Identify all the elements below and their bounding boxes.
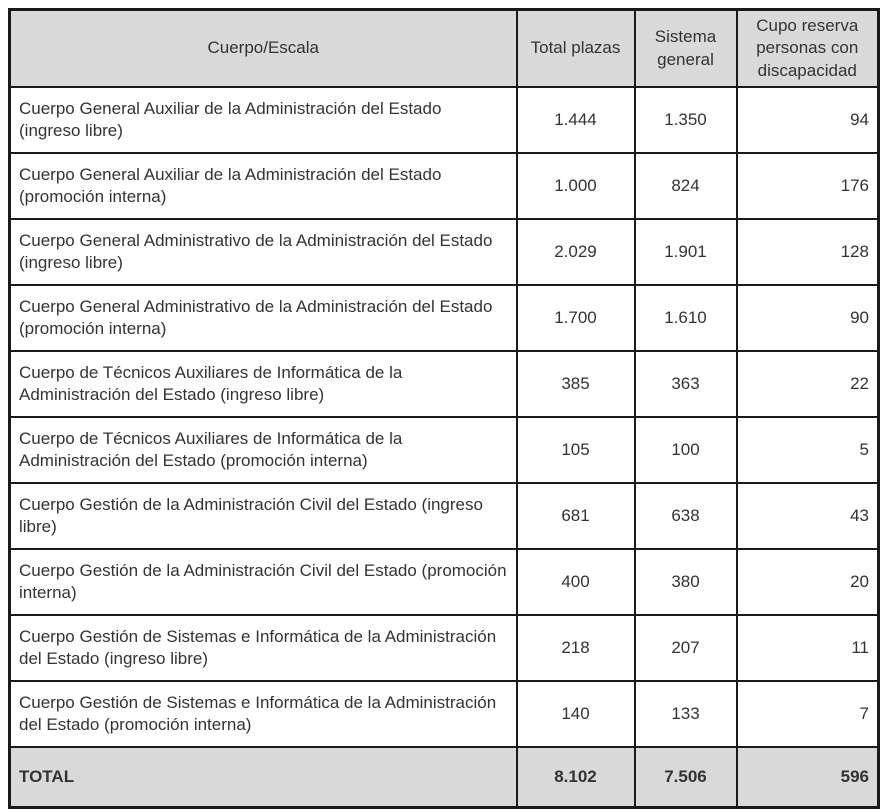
total-label: TOTAL bbox=[10, 747, 517, 807]
header-cupo-reserva: Cupo reserva personas con discapacidad bbox=[737, 10, 879, 88]
cell-total-plazas: 105 bbox=[517, 417, 635, 483]
cell-cuerpo-escala: Cuerpo Gestión de Sistemas e Informática de la Administración del Estado (promoción interna) bbox=[10, 681, 517, 747]
cell-cupo-reserva: 94 bbox=[737, 87, 879, 153]
cell-total-plazas: 2.029 bbox=[517, 219, 635, 285]
cell-sistema-general: 1.610 bbox=[635, 285, 737, 351]
table-row bbox=[10, 285, 879, 351]
total-sistema-general-value: 7.506 bbox=[635, 747, 737, 807]
header-sistema-general: Sistema general bbox=[635, 10, 737, 88]
cell-total-plazas: 1.700 bbox=[517, 285, 635, 351]
plazas-table bbox=[8, 8, 880, 809]
cell-total-plazas: 140 bbox=[517, 681, 635, 747]
table-row bbox=[10, 417, 879, 483]
cell-total-plazas: 1.444 bbox=[517, 87, 635, 153]
cell-cupo-reserva: 11 bbox=[737, 615, 879, 681]
cell-sistema-general: 207 bbox=[635, 615, 737, 681]
cell-total-plazas: 218 bbox=[517, 615, 635, 681]
table-row bbox=[10, 483, 879, 549]
total-row bbox=[10, 747, 879, 807]
cell-total-plazas: 681 bbox=[517, 483, 635, 549]
total-cupo-reserva-value: 596 bbox=[737, 747, 879, 807]
total-plazas-value: 8.102 bbox=[517, 747, 635, 807]
cell-sistema-general: 380 bbox=[635, 549, 737, 615]
cell-sistema-general: 1.350 bbox=[635, 87, 737, 153]
header-total-plazas: Total plazas bbox=[517, 10, 635, 88]
cell-sistema-general: 133 bbox=[635, 681, 737, 747]
cell-cupo-reserva: 128 bbox=[737, 219, 879, 285]
cell-cuerpo-escala: Cuerpo de Técnicos Auxiliares de Informática de la Administración del Estado (promoción interna) bbox=[10, 417, 517, 483]
cell-cupo-reserva: 22 bbox=[737, 351, 879, 417]
cell-total-plazas: 385 bbox=[517, 351, 635, 417]
cell-sistema-general: 824 bbox=[635, 153, 737, 219]
table-row bbox=[10, 615, 879, 681]
table-row bbox=[10, 549, 879, 615]
cell-cuerpo-escala: Cuerpo General Administrativo de la Administración del Estado (ingreso libre) bbox=[10, 219, 517, 285]
cell-cuerpo-escala: Cuerpo Gestión de la Administración Civil del Estado (promoción interna) bbox=[10, 549, 517, 615]
table-row bbox=[10, 681, 879, 747]
header-row bbox=[10, 10, 879, 88]
cell-cuerpo-escala: Cuerpo de Técnicos Auxiliares de Informática de la Administración del Estado (ingreso libre) bbox=[10, 351, 517, 417]
cell-cupo-reserva: 20 bbox=[737, 549, 879, 615]
table-row bbox=[10, 351, 879, 417]
cell-cuerpo-escala: Cuerpo Gestión de Sistemas e Informática de la Administración del Estado (ingreso libre) bbox=[10, 615, 517, 681]
cell-cuerpo-escala: Cuerpo Gestión de la Administración Civil del Estado (ingreso libre) bbox=[10, 483, 517, 549]
cell-cuerpo-escala: Cuerpo General Administrativo de la Administración del Estado (promoción interna) bbox=[10, 285, 517, 351]
cell-cupo-reserva: 90 bbox=[737, 285, 879, 351]
cell-total-plazas: 400 bbox=[517, 549, 635, 615]
cell-sistema-general: 638 bbox=[635, 483, 737, 549]
cell-sistema-general: 1.901 bbox=[635, 219, 737, 285]
cell-sistema-general: 363 bbox=[635, 351, 737, 417]
cell-cupo-reserva: 176 bbox=[737, 153, 879, 219]
cell-cupo-reserva: 43 bbox=[737, 483, 879, 549]
cell-cupo-reserva: 5 bbox=[737, 417, 879, 483]
cell-total-plazas: 1.000 bbox=[517, 153, 635, 219]
cell-cupo-reserva: 7 bbox=[737, 681, 879, 747]
header-cuerpo-escala: Cuerpo/Escala bbox=[10, 10, 517, 88]
cell-cuerpo-escala: Cuerpo General Auxiliar de la Administración del Estado (ingreso libre) bbox=[10, 87, 517, 153]
table-row bbox=[10, 219, 879, 285]
cell-cuerpo-escala: Cuerpo General Auxiliar de la Administración del Estado (promoción interna) bbox=[10, 153, 517, 219]
table-row bbox=[10, 87, 879, 153]
cell-sistema-general: 100 bbox=[635, 417, 737, 483]
table-row bbox=[10, 153, 879, 219]
